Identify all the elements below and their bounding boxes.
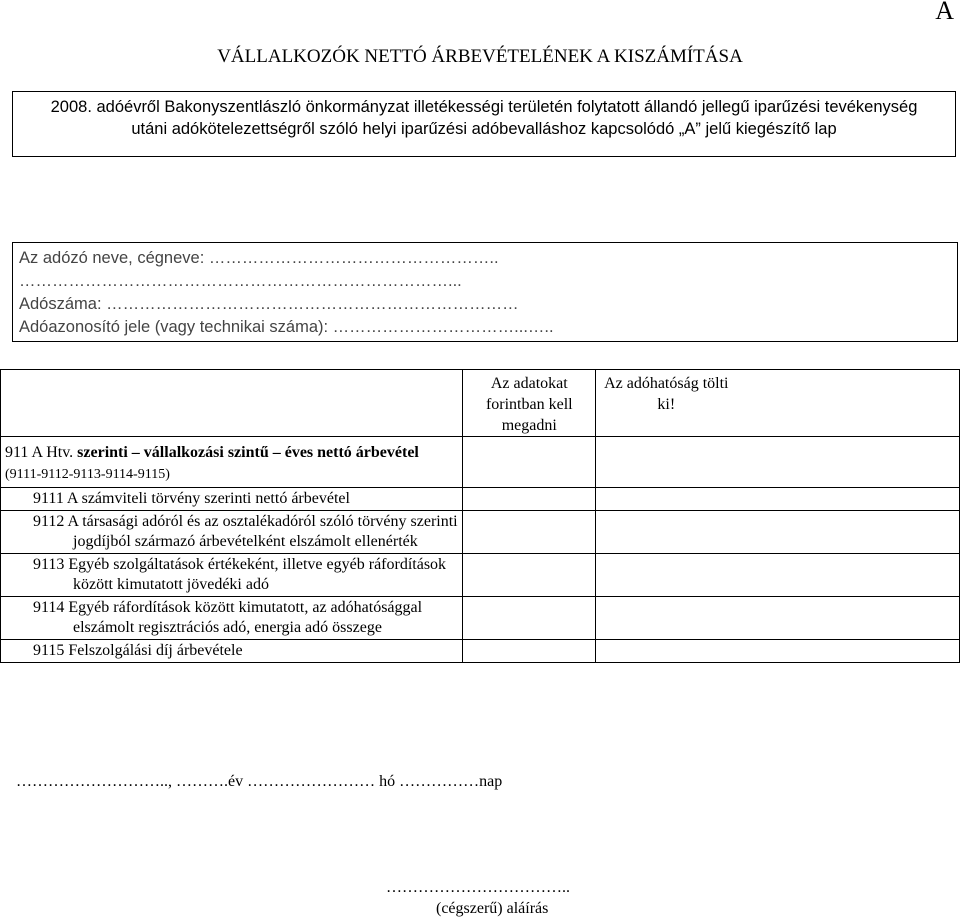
subject-box <box>12 91 956 157</box>
amount-cell-911[interactable] <box>463 437 596 488</box>
tax-number-row <box>19 293 951 316</box>
row-label-9114: 9114 Egyéb ráfordítások között kimutatott, az adóhatósággal elszámolt regisztrációs adó, energia adó összege <box>1 597 463 640</box>
subject-line-2: utáni adókötelezettségről szóló helyi iparűzési adóbevalláshoz kapcsolódó „A” jelű kiegészítő lap <box>131 120 837 138</box>
authority-cell-9113 <box>596 554 960 597</box>
subject-line-1: 2008. adóévről Bakonyszentlászló önkormányzat illetékességi területén folytatott állandó jellegű iparűzési tevékenység <box>50 98 918 116</box>
tax-id-label: Adóazonosító jele (vagy technikai száma): <box>19 318 329 336</box>
amount-cell-9115[interactable] <box>463 640 596 663</box>
table-row <box>1 437 960 488</box>
signature-field[interactable]: …………………………….. <box>386 879 570 896</box>
row-label-911 <box>1 437 463 488</box>
row-label-9113: 9113 Egyéb szolgáltatások értékeként, illetve egyéb ráfordítások között kimutatott jövedéki adó <box>1 554 463 597</box>
taxpayer-name-field[interactable]: …………………………………………….. <box>204 249 499 267</box>
amount-cell-9113[interactable] <box>463 554 596 597</box>
signature-label: (cégszerű) aláírás <box>436 900 549 917</box>
taxpayer-name-field-cont[interactable]: ……………………………………………………………………... <box>19 272 462 290</box>
table-header-row <box>1 370 960 437</box>
table-row <box>1 488 960 511</box>
authority-cell-9115 <box>596 640 960 663</box>
tax-id-field[interactable]: ……………………………...….. <box>328 318 554 336</box>
revenue-table <box>0 369 960 663</box>
header-authority <box>596 370 960 437</box>
row-label-9111: 9111 A számviteli törvény szerinti nettó árbevétel <box>1 488 463 511</box>
amount-cell-9111[interactable] <box>463 488 596 511</box>
authority-cell-9111 <box>596 488 960 511</box>
table-row <box>1 511 960 554</box>
amount-cell-9114[interactable] <box>463 597 596 640</box>
header-authority-label: Az adóhatóság tölti ki! <box>604 375 729 413</box>
form-letter: A <box>935 0 954 25</box>
taxpayer-name-row <box>19 247 951 270</box>
row-label-9112: 9112 A társasági adóról és az osztalékadóról szóló törvény szerinti jogdíjból származó árbevételként elszámolt ellenérték <box>1 511 463 554</box>
table-row <box>1 554 960 597</box>
taxpayer-box <box>12 242 958 342</box>
tax-number-label: Adószáma: <box>19 295 102 313</box>
authority-cell-9112 <box>596 511 960 554</box>
page-title: VÁLLALKOZÓK NETTÓ ÁRBEVÉTELÉNEK A KISZÁMÍTÁSA <box>217 46 743 67</box>
date-line[interactable]: ……………………….., ……….év …………………… hó ……………nap <box>16 773 503 790</box>
header-amount: Az adatokat forintban kell megadni <box>463 370 596 437</box>
row-911-bold: szerinti – vállalkozási szintű – éves nettó árbevétel <box>73 444 419 461</box>
taxpayer-name-label: Az adózó neve, cégneve: <box>19 249 205 267</box>
tax-id-row <box>19 316 951 339</box>
authority-cell-911 <box>596 437 960 488</box>
table-row <box>1 640 960 663</box>
row-label-9115: 9115 Felszolgálási díj árbevétele <box>1 640 463 663</box>
row-911-codes: (9111-9112-9113-9114-9115) <box>5 467 170 482</box>
amount-cell-9112[interactable] <box>463 511 596 554</box>
table-row <box>1 597 960 640</box>
row-911-prefix: 911 A Htv. <box>5 444 74 461</box>
header-description-cell <box>1 370 463 437</box>
tax-number-field[interactable]: ………………………………………………………………… <box>101 295 519 313</box>
authority-cell-9114 <box>596 597 960 640</box>
